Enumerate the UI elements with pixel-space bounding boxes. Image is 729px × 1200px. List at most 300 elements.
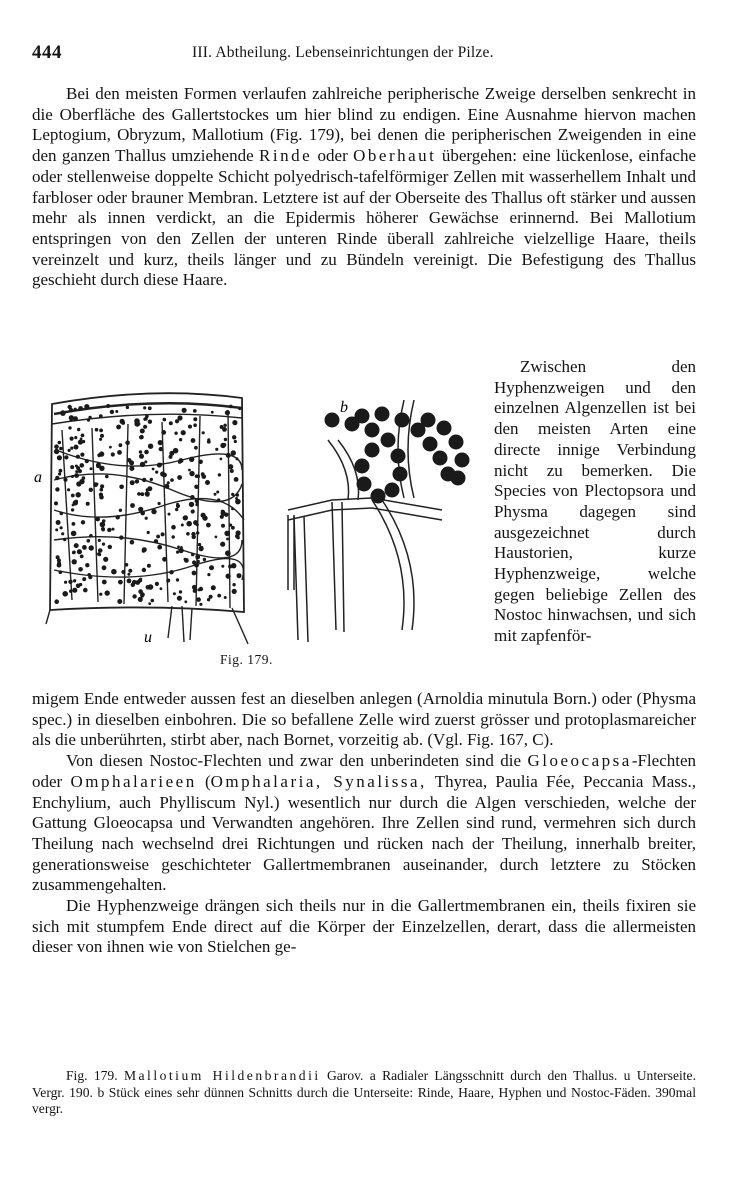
alga-cell <box>83 588 88 593</box>
alga-cell <box>161 430 166 435</box>
alga-cell <box>118 580 123 585</box>
alga-cell <box>116 515 120 519</box>
paragraph-3-a: Von diesen Nostoc-Flechten und zwar den unberindeten sind die <box>66 751 522 771</box>
alga-cell <box>229 524 232 527</box>
alga-cell <box>71 475 74 478</box>
alga-cell <box>193 409 197 413</box>
alga-cell <box>196 597 201 602</box>
alga-cell <box>199 546 204 551</box>
alga-cell <box>81 520 85 524</box>
alga-cell <box>119 443 123 447</box>
alga-cell <box>202 474 207 479</box>
alga-cell <box>55 476 59 480</box>
alga-cell <box>121 421 125 425</box>
alga-cell <box>59 447 63 451</box>
nostoc-cell <box>449 435 464 450</box>
alga-cell <box>74 543 79 548</box>
alga-cell <box>167 481 170 484</box>
alga-cell <box>76 455 80 459</box>
alga-cell <box>130 503 135 508</box>
alga-cell <box>99 593 102 596</box>
alga-cell <box>102 519 106 523</box>
alga-cell <box>177 596 182 601</box>
alga-cell <box>159 463 162 466</box>
alga-cell <box>61 532 64 535</box>
alga-cell <box>139 435 143 439</box>
alga-cell <box>129 466 134 471</box>
alga-cell <box>148 584 154 590</box>
alga-cell <box>179 438 182 441</box>
alga-cell <box>64 455 68 459</box>
alga-cell <box>228 464 233 469</box>
alga-cell <box>211 411 214 414</box>
alga-cell <box>140 511 145 516</box>
alga-cell <box>67 488 70 491</box>
alga-cell <box>184 600 187 603</box>
alga-cell <box>223 424 226 427</box>
alga-cell <box>54 444 59 449</box>
figure-179 <box>32 380 482 680</box>
alga-cell <box>80 555 84 559</box>
label-u: u <box>144 629 152 646</box>
alga-cell <box>221 565 224 568</box>
alga-cell <box>220 458 223 461</box>
alga-cell <box>115 410 118 413</box>
alga-cell <box>142 478 146 482</box>
nostoc-cell <box>455 453 470 468</box>
alga-cell <box>55 528 58 531</box>
alga-cell <box>80 463 85 468</box>
alga-cell <box>89 545 94 550</box>
alga-cell <box>119 535 123 539</box>
alga-cell <box>177 546 180 549</box>
footnote-species: Mallotium Hildenbrandii <box>123 1068 321 1083</box>
nostoc-cell <box>381 433 396 448</box>
alga-cell <box>156 535 160 539</box>
alga-cell <box>224 513 228 517</box>
alga-cell <box>206 523 211 528</box>
alga-cell <box>147 531 150 534</box>
alga-cell <box>224 531 230 537</box>
alga-cell <box>117 599 122 604</box>
alga-cell <box>137 492 141 496</box>
alga-cell <box>148 602 151 605</box>
alga-cell <box>135 479 139 483</box>
alga-cell <box>109 446 112 449</box>
nostoc-cell <box>355 459 370 474</box>
alga-cell <box>148 406 152 410</box>
alga-cell <box>225 550 231 556</box>
alga-cell <box>173 592 176 595</box>
alga-cell <box>76 492 81 497</box>
alga-cell <box>234 477 239 482</box>
alga-cell <box>183 516 188 521</box>
alga-cell <box>127 458 131 462</box>
alga-cell <box>102 543 105 546</box>
nostoc-cell <box>365 443 380 458</box>
alga-cell <box>143 418 146 421</box>
alga-cell <box>73 500 78 505</box>
alga-cell <box>198 460 203 465</box>
alga-cell <box>224 596 227 599</box>
alga-cell <box>186 532 190 536</box>
nostoc-cell <box>393 467 408 482</box>
alga-cell <box>215 448 218 451</box>
alga-cell <box>171 525 176 530</box>
alga-cell <box>78 567 83 572</box>
alga-cell <box>128 569 132 573</box>
alga-cell <box>143 406 146 409</box>
alga-cell <box>103 557 108 562</box>
alga-cell <box>181 524 184 527</box>
alga-cell <box>140 492 144 496</box>
alga-cell <box>163 418 167 422</box>
alga-cell <box>191 509 195 513</box>
alga-cell <box>226 574 231 579</box>
alga-cell <box>73 579 76 582</box>
alga-cell <box>164 484 169 489</box>
alga-cell <box>82 577 86 581</box>
alga-cell <box>86 502 90 506</box>
alga-cell <box>57 558 61 562</box>
alga-cell <box>145 492 149 496</box>
alga-cell <box>152 468 155 471</box>
alga-cell <box>230 469 234 473</box>
alga-cell <box>87 539 91 543</box>
alga-cell <box>105 475 109 479</box>
alga-cell <box>155 582 159 586</box>
alga-cell <box>99 429 103 433</box>
alga-cell <box>232 435 236 439</box>
alga-cell <box>90 467 93 470</box>
alga-cell <box>63 478 67 482</box>
alga-cell <box>58 472 61 475</box>
alga-cell <box>214 493 217 496</box>
panel-b-nostoc-chains <box>325 407 470 504</box>
alga-cell <box>85 459 89 463</box>
alga-cell <box>54 599 59 604</box>
alga-cell <box>194 446 198 450</box>
alga-cell <box>72 522 76 526</box>
alga-cell <box>217 498 220 501</box>
alga-cell <box>207 440 211 444</box>
alga-cell <box>161 532 165 536</box>
alga-cell <box>97 453 101 457</box>
alga-cell <box>179 590 182 593</box>
alga-cell <box>195 555 200 560</box>
nostoc-cell <box>371 489 386 504</box>
alga-cell <box>178 548 183 553</box>
alga-cell <box>224 438 227 441</box>
alga-cell <box>235 497 238 500</box>
alga-cell <box>139 450 142 453</box>
alga-cell <box>231 526 235 530</box>
alga-cell <box>72 551 76 555</box>
alga-cell <box>181 430 186 435</box>
alga-cell <box>189 471 194 476</box>
alga-cell <box>169 421 173 425</box>
alga-cell <box>221 524 225 528</box>
alga-cell <box>160 471 165 476</box>
nostoc-cell <box>375 407 390 422</box>
paragraph-2-continued: migem Ende entweder aussen fest an dieselben anlegen (Arnoldia minutula Born.) oder (Physma spec.) in dieselben einbohren. Die so befallene Zelle wird zuerst grösser und protoplasmareicher als die unberührten, stirbt aber, nach Bornet, vorzeitig ab. (Vgl. Fig. 167, C). <box>32 689 696 750</box>
alga-cell <box>176 551 179 554</box>
alga-cell <box>205 480 210 485</box>
alga-cell <box>192 571 197 576</box>
alga-cell <box>68 449 71 452</box>
term-rinde: Rinde <box>259 146 313 166</box>
alga-cell <box>62 591 68 597</box>
alga-cell <box>138 589 143 594</box>
paragraph-2-continued-block <box>32 689 696 958</box>
alga-cell <box>68 580 72 584</box>
alga-cell <box>148 420 152 424</box>
alga-cell <box>154 539 158 543</box>
nostoc-cell <box>357 477 372 492</box>
alga-cell <box>80 453 84 457</box>
alga-cell <box>99 414 103 418</box>
alga-cell <box>75 465 78 468</box>
alga-cell <box>144 460 147 463</box>
paragraph-1-rest: übergehen: eine lückenlose, einfache oder stellenweise doppelte Schicht polyedrisch-tafelförmiger Zellen mit wasserhellem Inhalt und farbloser oder brauner Membran. Letztere ist auf der Oberseite des Thallus oft stärker und aussen mehr als innen verdickt, an die Epidermis höherer Gewächse erinnernd. Bei Mallotium entspringen von den Zellen der unteren Rinde überall zahlreiche vielzellige Haare, theils vereinzelt und kurz, theils länger und zu Bündeln vereinigt. Die Befestigung des Thallus geschieht durch diese Haare. <box>32 146 697 290</box>
alga-cell <box>139 578 142 581</box>
paragraph-1-text: Bei den meisten Formen verlaufen zahlreiche peripherische Zweige derselben senkrecht in die Oberfläche des Gallertstockes um hier blind zu endigen. Eine Ausnahme hiervon machen Leptogium, Obryzum, Mallotium (Fig. 179), bei denen die peripherischen Zweigenden in eine den ganzen Thallus umziehende <box>32 84 696 166</box>
term-omphalarieen: Omphalarieen <box>70 771 197 791</box>
alga-cell <box>232 420 237 425</box>
alga-cell <box>74 436 77 439</box>
nostoc-cell <box>365 423 380 438</box>
alga-cell <box>106 404 110 408</box>
alga-cell <box>145 517 148 520</box>
alga-cell <box>207 573 210 576</box>
alga-cell <box>191 438 196 443</box>
alga-cell <box>96 483 99 486</box>
figure-label: Fig. 179. <box>220 652 273 667</box>
term-omphalaria: Omphalaria, Synalissa, <box>210 771 427 791</box>
alga-cell <box>68 426 71 429</box>
alga-cell <box>186 521 192 527</box>
alga-cell <box>127 573 130 576</box>
alga-cell <box>190 495 194 499</box>
alga-cell <box>222 427 227 432</box>
figure-footnote <box>32 1068 696 1118</box>
alga-cell <box>105 590 110 595</box>
alga-cell <box>81 434 85 438</box>
alga-cell <box>236 493 239 496</box>
alga-cell <box>197 560 200 563</box>
alga-cell <box>74 473 79 478</box>
label-b: b <box>340 399 348 416</box>
alga-cell <box>166 579 170 583</box>
alga-cell <box>58 441 62 445</box>
nostoc-cell <box>385 483 400 498</box>
alga-cell <box>102 580 107 585</box>
alga-cell <box>59 570 63 574</box>
alga-cell <box>95 517 100 522</box>
alga-cell <box>88 416 91 419</box>
alga-cell <box>199 603 202 606</box>
nostoc-cell <box>325 413 340 428</box>
paragraph-3 <box>32 751 696 896</box>
alga-cell <box>223 443 227 447</box>
alga-cell <box>195 474 199 478</box>
nostoc-cell <box>391 449 406 464</box>
alga-cell <box>60 512 64 516</box>
alga-cell <box>56 520 61 525</box>
footnote-fig: Fig. 179. <box>66 1068 118 1083</box>
alga-cell <box>148 444 153 449</box>
alga-cell <box>95 428 99 432</box>
alga-cell <box>54 501 58 505</box>
alga-cell <box>207 598 210 601</box>
alga-cell <box>70 447 73 450</box>
running-title: III. Abtheilung. Lebenseinrichtungen der Pilze. <box>192 44 494 61</box>
term-gloeocapsa: Gloeocapsa <box>527 751 632 771</box>
alga-cell <box>111 452 115 456</box>
nostoc-cell <box>395 413 410 428</box>
alga-cell <box>232 589 237 594</box>
alga-cell <box>175 508 178 511</box>
alga-cell <box>147 564 151 568</box>
alga-cell <box>110 410 114 414</box>
alga-cell <box>176 578 179 581</box>
alga-cell <box>77 549 82 554</box>
alga-cell <box>237 573 242 578</box>
alga-cell <box>191 553 194 556</box>
alga-cell <box>100 434 104 438</box>
alga-cell <box>70 465 74 469</box>
alga-cell <box>157 545 162 550</box>
page-number: 444 <box>32 42 62 63</box>
alga-cell <box>236 457 239 460</box>
alga-cell <box>140 594 144 598</box>
alga-cell <box>231 508 234 511</box>
alga-cell <box>112 528 115 531</box>
alga-cell <box>189 502 194 507</box>
alga-cell <box>72 588 77 593</box>
alga-cell <box>130 480 135 485</box>
alga-cell <box>158 440 163 445</box>
alga-cell <box>211 585 216 590</box>
alga-cell <box>71 494 75 498</box>
alga-cell <box>117 450 122 455</box>
alga-cell <box>226 538 229 541</box>
alga-cell <box>82 545 87 550</box>
alga-cell <box>99 438 102 441</box>
alga-cell <box>194 485 198 489</box>
alga-cell <box>121 570 125 574</box>
alga-cell <box>229 405 233 409</box>
alga-cell <box>188 469 191 472</box>
alga-cell <box>78 406 83 411</box>
nostoc-cell <box>355 409 370 424</box>
word-oder: oder <box>317 146 348 166</box>
alga-cell <box>220 542 225 547</box>
alga-cell <box>88 575 92 579</box>
alga-cell <box>69 590 72 593</box>
alga-cell <box>176 504 180 508</box>
alga-cell <box>151 509 156 514</box>
alga-cell <box>192 535 196 539</box>
alga-cell <box>125 563 129 567</box>
alga-cell <box>75 470 78 473</box>
alga-cell <box>125 441 130 446</box>
alga-cell <box>198 543 201 546</box>
alga-cell <box>139 454 144 459</box>
alga-cell <box>192 585 197 590</box>
paragraph-1 <box>32 84 696 291</box>
nostoc-cell <box>451 471 466 486</box>
alga-cell <box>71 508 74 511</box>
alga-cell <box>142 568 146 572</box>
alga-cell <box>140 429 145 434</box>
alga-cell <box>119 509 122 512</box>
alga-cell <box>144 450 149 455</box>
alga-cell <box>168 513 171 516</box>
alga-cell <box>77 428 80 431</box>
alga-cell <box>68 405 72 409</box>
alga-cell <box>116 425 121 430</box>
alga-cell <box>188 425 192 429</box>
alga-cell <box>151 599 155 603</box>
alga-cell <box>82 476 86 480</box>
alga-cell <box>100 488 104 492</box>
paragraph-4: Die Hyphenzweige drängen sich theils nur in die Gallertmembranen ein, theils fixiren sie sich mit stumpfem Ende direct auf die Körper der Einzelzellen, derart, dass die allermeisten dieser von ihnen wie von Stielchen ge- <box>32 896 696 957</box>
paragraph-2-side <box>494 357 696 647</box>
alga-cell <box>201 513 206 518</box>
alga-cell <box>59 469 63 473</box>
alga-cell <box>155 471 158 474</box>
alga-cell <box>235 534 240 539</box>
alga-cell <box>99 466 104 471</box>
alga-cell <box>195 499 199 503</box>
alga-cell <box>57 455 62 460</box>
alga-cell <box>60 526 63 529</box>
alga-cell <box>162 557 167 562</box>
alga-cell <box>100 484 104 488</box>
alga-cell <box>102 565 107 570</box>
alga-cell <box>74 408 77 411</box>
alga-cell <box>57 563 62 568</box>
alga-cell <box>184 558 189 563</box>
alga-cell <box>69 415 74 420</box>
alga-cell <box>82 440 85 443</box>
alga-cell <box>170 478 174 482</box>
paragraph-3-d: Thyrea, Paulia Fée, Peccania Mass., Enchylium, auch Phylliscum Nyl.) wesentlich nur durch die Algen verschieden, welche der Gattung Gloeocapsa und Verwandten angehören. Ihre Zellen sind rund, vermehren sich durch Theilung nach wechselnd drei Richtungen und rücken nach der Theilung, innerhalb breiter, generationsweise geschichteter Gallertmembranen auseinander, durch letztere zu Stöcken zusammengehalten. <box>32 771 697 895</box>
alga-cell <box>234 440 237 443</box>
alga-cell <box>119 485 124 490</box>
figure-179-illustration <box>32 380 482 680</box>
alga-cell <box>98 539 101 542</box>
alga-cell <box>98 548 103 553</box>
paragraph-3-c: ( <box>204 771 211 791</box>
alga-cell <box>64 581 67 584</box>
alga-cell <box>231 493 234 496</box>
alga-cell <box>127 579 132 584</box>
alga-cell <box>150 478 153 481</box>
alga-cell <box>70 437 74 441</box>
alga-cell <box>177 415 182 420</box>
alga-cell <box>63 538 66 541</box>
alga-cell <box>194 563 199 568</box>
alga-cell <box>173 448 179 454</box>
alga-cell <box>160 587 163 590</box>
alga-cell <box>238 407 241 410</box>
alga-cell <box>217 594 221 598</box>
paragraph-2-side-text: Zwischen den Hyphenzweigen und den einzelnen Algenzellen ist bei den meisten Arten eine directe innige Verbindung nicht zu bemerken. Die Species von Plectopsora und Physma dagegen sind ausgezeichnet durch Haustorien, kurze Hyphenzweige, welche gegen beliebige Zellen des Nostoc hinwachsen, und sich mit zapfenför- <box>494 357 696 646</box>
alga-cell <box>55 487 59 491</box>
alga-cell <box>108 545 112 549</box>
